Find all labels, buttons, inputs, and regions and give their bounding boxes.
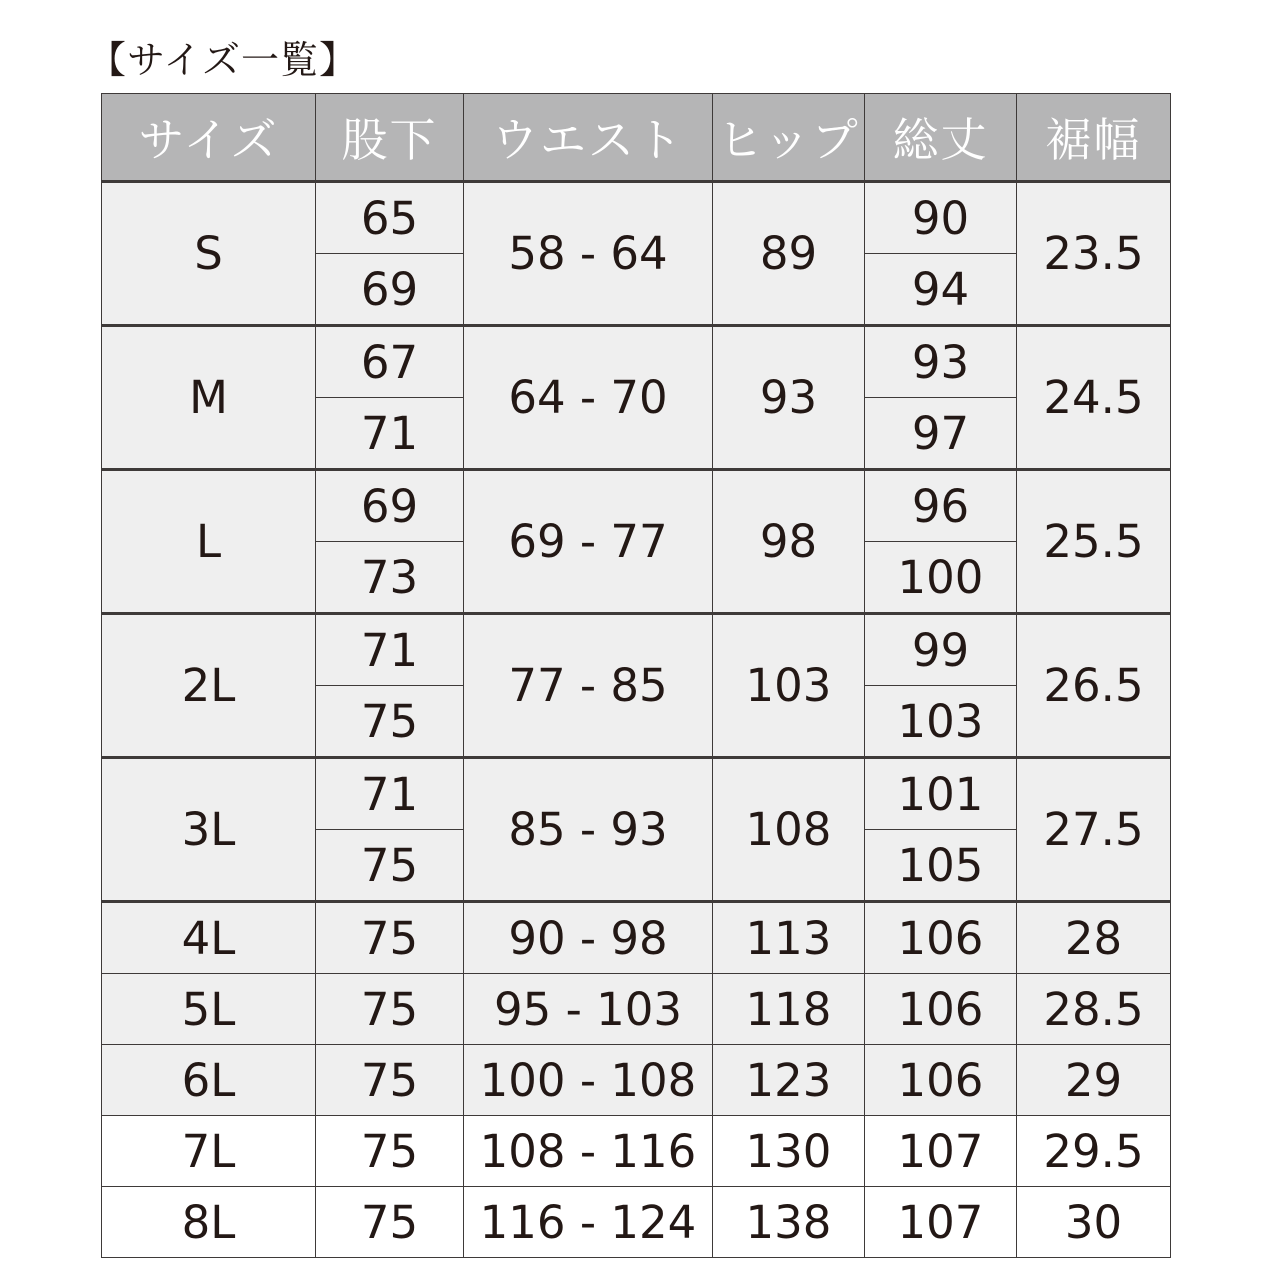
header-row	[102, 94, 1171, 182]
header-waist: ウエスト	[464, 94, 713, 182]
hip-cell: 93	[713, 326, 865, 470]
length-cell: 94	[865, 254, 1017, 326]
hip-cell: 130	[713, 1116, 865, 1187]
hem-cell: 28.5	[1017, 974, 1171, 1045]
table-row	[102, 1045, 1171, 1116]
table-row	[102, 1187, 1171, 1258]
length-cell: 97	[865, 398, 1017, 470]
inseam-cell: 75	[316, 1045, 464, 1116]
waist-cell: 95 - 103	[464, 974, 713, 1045]
length-cell: 99	[865, 614, 1017, 686]
length-cell: 90	[865, 182, 1017, 254]
length-cell: 107	[865, 1187, 1017, 1258]
hip-cell: 98	[713, 470, 865, 614]
size-table	[101, 93, 1171, 1258]
inseam-cell: 69	[316, 254, 464, 326]
inseam-cell: 65	[316, 182, 464, 254]
inseam-cell: 69	[316, 470, 464, 542]
header-inseam: 股下	[316, 94, 464, 182]
inseam-cell: 71	[316, 398, 464, 470]
size-cell: 5L	[102, 974, 316, 1045]
waist-cell: 69 - 77	[464, 470, 713, 614]
length-cell: 93	[865, 326, 1017, 398]
waist-cell: 58 - 64	[464, 182, 713, 326]
inseam-cell: 71	[316, 758, 464, 830]
hem-cell: 30	[1017, 1187, 1171, 1258]
hip-cell: 89	[713, 182, 865, 326]
table-row	[102, 974, 1171, 1045]
size-cell: 8L	[102, 1187, 316, 1258]
size-cell: 2L	[102, 614, 316, 758]
length-cell: 103	[865, 686, 1017, 758]
hip-cell: 138	[713, 1187, 865, 1258]
hem-cell: 29	[1017, 1045, 1171, 1116]
waist-cell: 108 - 116	[464, 1116, 713, 1187]
hem-cell: 29.5	[1017, 1116, 1171, 1187]
hip-cell: 103	[713, 614, 865, 758]
size-cell: 4L	[102, 902, 316, 974]
hem-cell: 28	[1017, 902, 1171, 974]
inseam-cell: 75	[316, 902, 464, 974]
waist-cell: 77 - 85	[464, 614, 713, 758]
waist-cell: 64 - 70	[464, 326, 713, 470]
size-cell: M	[102, 326, 316, 470]
table-row	[102, 758, 1171, 830]
size-cell: L	[102, 470, 316, 614]
table-row	[102, 470, 1171, 542]
page-title: 【サイズ一覧】	[88, 38, 358, 82]
inseam-cell: 75	[316, 686, 464, 758]
length-cell: 101	[865, 758, 1017, 830]
size-cell: 6L	[102, 1045, 316, 1116]
length-cell: 106	[865, 974, 1017, 1045]
length-cell: 100	[865, 542, 1017, 614]
header-hip: ヒップ	[713, 94, 865, 182]
header-length: 総丈	[865, 94, 1017, 182]
inseam-cell: 75	[316, 974, 464, 1045]
inseam-cell: 75	[316, 1187, 464, 1258]
hem-cell: 26.5	[1017, 614, 1171, 758]
header-size: サイズ	[102, 94, 316, 182]
hip-cell: 108	[713, 758, 865, 902]
size-cell: S	[102, 182, 316, 326]
size-cell: 3L	[102, 758, 316, 902]
waist-cell: 85 - 93	[464, 758, 713, 902]
header-hem: 裾幅	[1017, 94, 1171, 182]
hip-cell: 118	[713, 974, 865, 1045]
table-row	[102, 326, 1171, 398]
hem-cell: 23.5	[1017, 182, 1171, 326]
hem-cell: 24.5	[1017, 326, 1171, 470]
inseam-cell: 71	[316, 614, 464, 686]
inseam-cell: 73	[316, 542, 464, 614]
length-cell: 96	[865, 470, 1017, 542]
table-row	[102, 902, 1171, 974]
waist-cell: 116 - 124	[464, 1187, 713, 1258]
length-cell: 105	[865, 830, 1017, 902]
waist-cell: 100 - 108	[464, 1045, 713, 1116]
inseam-cell: 67	[316, 326, 464, 398]
size-cell: 7L	[102, 1116, 316, 1187]
hip-cell: 123	[713, 1045, 865, 1116]
length-cell: 106	[865, 1045, 1017, 1116]
length-cell: 107	[865, 1116, 1017, 1187]
inseam-cell: 75	[316, 830, 464, 902]
waist-cell: 90 - 98	[464, 902, 713, 974]
hip-cell: 113	[713, 902, 865, 974]
hem-cell: 25.5	[1017, 470, 1171, 614]
table-row	[102, 1116, 1171, 1187]
length-cell: 106	[865, 902, 1017, 974]
table-row	[102, 182, 1171, 254]
hem-cell: 27.5	[1017, 758, 1171, 902]
table-row	[102, 614, 1171, 686]
inseam-cell: 75	[316, 1116, 464, 1187]
